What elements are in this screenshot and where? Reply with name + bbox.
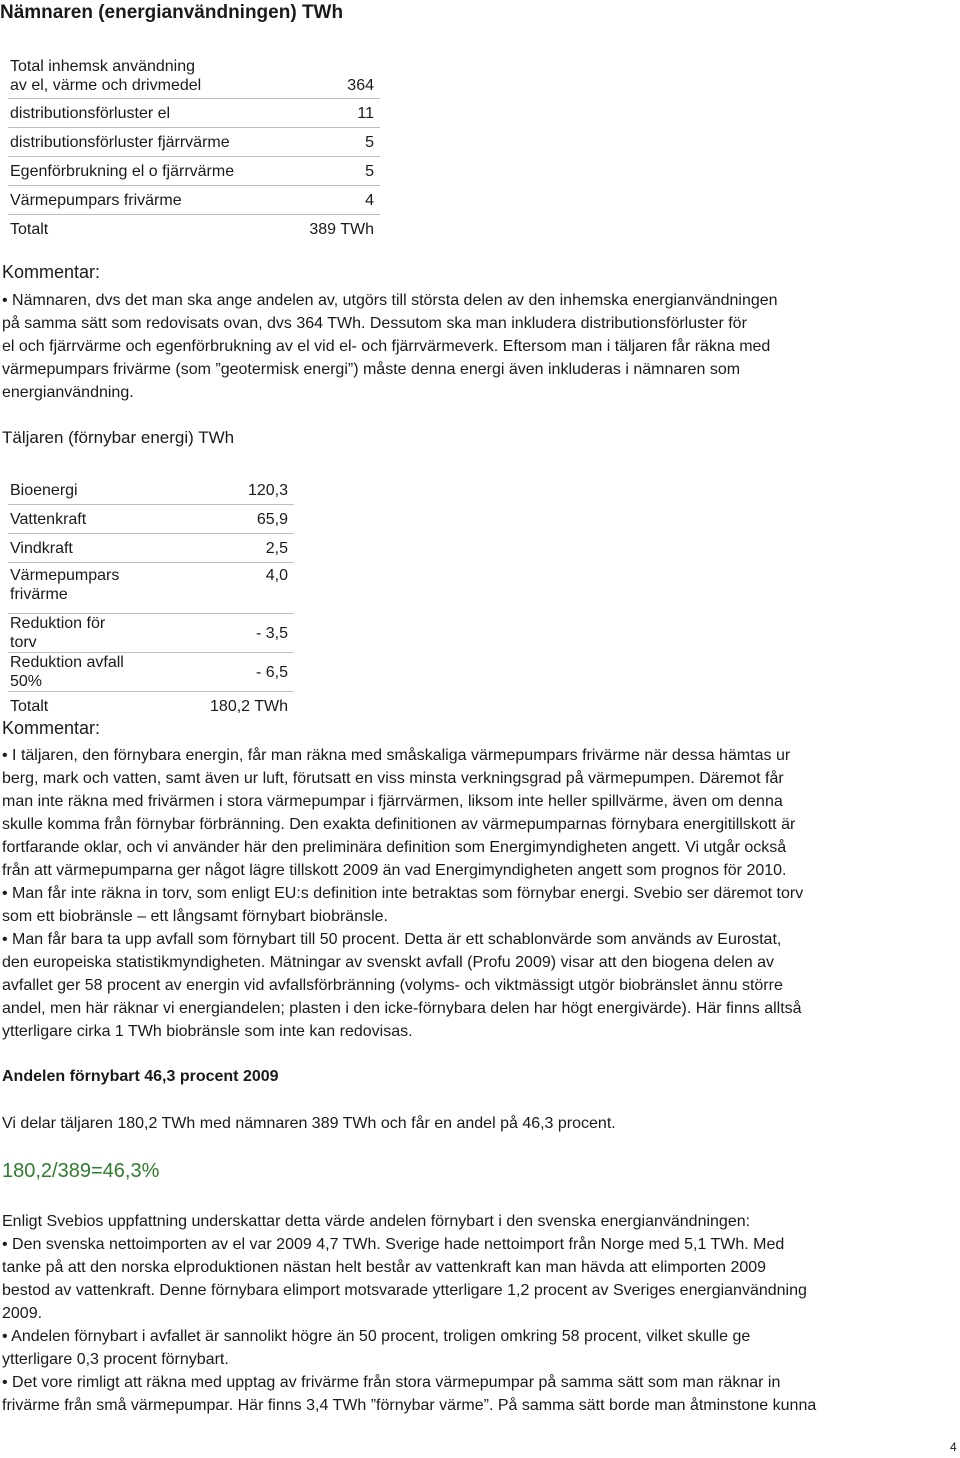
table-cell-value: 4,0	[136, 563, 294, 614]
table-cell-label	[8, 52, 291, 99]
table-cell-value: 4	[291, 186, 380, 215]
comment-paragraph-2	[2, 744, 922, 1043]
comment-paragraph-1	[2, 289, 922, 404]
comment-heading: Kommentar:	[2, 718, 101, 738]
table-cell-label: Egenförbrukning el o fjärrvärme	[8, 157, 291, 186]
table-cell-label: Reduktion avfall 50%	[8, 653, 136, 692]
text-line: • Den svenska nettoimporten av el var 2009 4,7 TWh. Sverige hade nettoimport från Norge med 5,1 TWh. Med	[2, 1236, 785, 1253]
total-value: 389 TWh	[309, 220, 374, 238]
table-total-row	[8, 215, 380, 244]
table-cell-label: Reduktion för torv	[8, 614, 136, 653]
table-cell-label: Värmepumpars frivärme	[8, 563, 136, 614]
header-line-2: av el, värme och drivmedel	[10, 77, 202, 94]
text-line: ytterligare cirka 1 TWh biobränsle som inte kan redovisas.	[2, 1023, 413, 1040]
table-cell-label: Bioenergi	[8, 476, 136, 505]
text-line: den europeiska statistikmyndigheten. Mätningar av svenskt avfall (Profu 2009) visar att den biogena delen av	[2, 954, 774, 971]
total-label: Totalt	[10, 697, 49, 715]
table-cell-value: 2,5	[136, 534, 294, 563]
text-line: på samma sätt som redovisats ovan, dvs 364 TWh. Dessutom ska man inkludera distributionsförluster för	[2, 315, 747, 332]
header-line-1: Total inhemsk användning	[10, 58, 196, 75]
table-cell-label: distributionsförluster fjärrvärme	[8, 128, 291, 157]
table-row	[8, 614, 294, 653]
table-cell-label: Värmepumpars frivärme	[8, 186, 291, 215]
text-line: avfallet ger 58 procent av energin vid avfallsförbränning (volyms- och viktmässigt utgör biobränslet ännu större	[2, 977, 783, 994]
table-cell-label: Vattenkraft	[8, 505, 136, 534]
text-line: 2009.	[2, 1305, 43, 1322]
table-row	[8, 653, 294, 692]
text-line: värmepumpars frivärme (som ”geotermisk energi”) måste denna energi även inkluderas i nämnaren som	[2, 361, 741, 378]
table-cell-value: - 3,5	[136, 614, 294, 653]
text-line: tanke på att den norska elproduktionen nästan helt består av vattenkraft kan man hävda att elimporten 2009	[2, 1259, 767, 1276]
text-line: • Man får inte räkna in torv, som enligt EU:s definition inte betraktas som förnybar energi. Svebio ser däremot torv	[2, 885, 804, 902]
table-row	[8, 186, 380, 215]
share-text: Vi delar täljaren 180,2 TWh med nämnaren 389 TWh och får en andel på 46,3 procent.	[2, 1115, 616, 1132]
text-line: frivärme från små värmepumpar. Här finns 3,4 TWh ”förnybar värme”. På samma sätt borde man åtminstone kunna	[2, 1397, 817, 1414]
denominator-table	[8, 52, 380, 243]
text-line: man inte räkna med frivärmen i stora värmepumpar i fjärrvärmen, liksom inte heller spillvärme, även om denna	[2, 793, 783, 810]
table-cell-value: 120,3	[136, 476, 294, 505]
table-cell-value: 364	[291, 52, 380, 99]
conclusion-paragraph	[2, 1210, 922, 1417]
comment-heading: Kommentar:	[2, 262, 101, 282]
table-row	[8, 476, 294, 505]
text-line: bestod av vattenkraft. Denne förnybara elimport motsvarade ytterligare 1,2 procent av Sveriges energianvändning	[2, 1282, 807, 1299]
text-line: skulle komma från förnybar förbränning. Den exakta definitionen av värmepumparnas förnybara energitillskott är	[2, 816, 796, 833]
table-row	[8, 99, 380, 128]
text-line: som ett biobränsle – ett långsamt förnybart biobränsle.	[2, 908, 388, 925]
table-cell-value: 65,9	[136, 505, 294, 534]
text-line: energianvändning.	[2, 384, 134, 401]
total-label: Totalt	[10, 220, 49, 238]
page-number: 4	[950, 1440, 957, 1454]
table-cell-value: - 6,5	[136, 653, 294, 692]
text-line: Enligt Svebios uppfattning underskattar detta värde andelen förnybart i den svenska energianvändningen:	[2, 1213, 751, 1230]
table-row	[8, 52, 380, 99]
text-line: • I täljaren, den förnybara energin, får man räkna med småskaliga värmepumpars frivärme när dessa hämtas ur	[2, 747, 791, 764]
text-line: berg, mark och vatten, samt även ur luft, förutsatt en viss minsta verkningsgrad på värmepumpen. Däremot får	[2, 770, 784, 787]
text-line: • Det vore rimligt att räkna med upptag av frivärme från stora värmepumpar på samma sätt som man räknar in	[2, 1374, 781, 1391]
table-row	[8, 128, 380, 157]
table-row	[8, 505, 294, 534]
text-line: • Man får bara ta upp avfall som förnybart till 50 procent. Detta är ett schablonvärde som används av Eurostat,	[2, 931, 782, 948]
total-value: 180,2 TWh	[210, 697, 288, 715]
text-line: andel, men här räknar vi energiandelen; plasten i den icke-förnybara delen har högt energivärde). Här finns alltså	[2, 1000, 802, 1017]
table-cell-label: Vindkraft	[8, 534, 136, 563]
table-row	[8, 563, 294, 614]
text-line: • Nämnaren, dvs det man ska ange andelen av, utgörs till största delen av den inhemska energianvändningen	[2, 292, 778, 309]
share-heading: Andelen förnybart 46,3 procent 2009	[2, 1068, 279, 1085]
text-line: el och fjärrvärme och egenförbrukning av el vid el- och fjärrvärmeverk. Eftersom man i täljaren får räkna med	[2, 338, 771, 355]
table-row	[8, 157, 380, 186]
table-cell-value: 5	[291, 157, 380, 186]
text-line: fortfarande oklar, och vi använder här den preliminära definition som Energimyndigheten angett. Vi utgår också	[2, 839, 787, 856]
table-cell-label: distributionsförluster el	[8, 99, 291, 128]
share-formula: 180,2/389=46,3%	[2, 1160, 160, 1182]
page-title: Nämnaren (energianvändningen) TWh	[0, 2, 344, 23]
table-row	[8, 534, 294, 563]
numerator-table	[8, 476, 294, 720]
text-line: från att värmepumparna ger något lägre tillskott 2009 än vad Energimyndigheten angett som prognos för 2010.	[2, 862, 787, 879]
table-total-row	[8, 692, 294, 721]
table-cell-value: 11	[291, 99, 380, 128]
text-line: • Andelen förnybart i avfallet är sannolikt högre än 50 procent, troligen omkring 58 procent, vilket skulle ge	[2, 1328, 751, 1345]
text-line: ytterligare 0,3 procent förnybart.	[2, 1351, 229, 1368]
table-cell-value: 5	[291, 128, 380, 157]
numerator-heading: Täljaren (förnybar energi) TWh	[2, 428, 235, 447]
